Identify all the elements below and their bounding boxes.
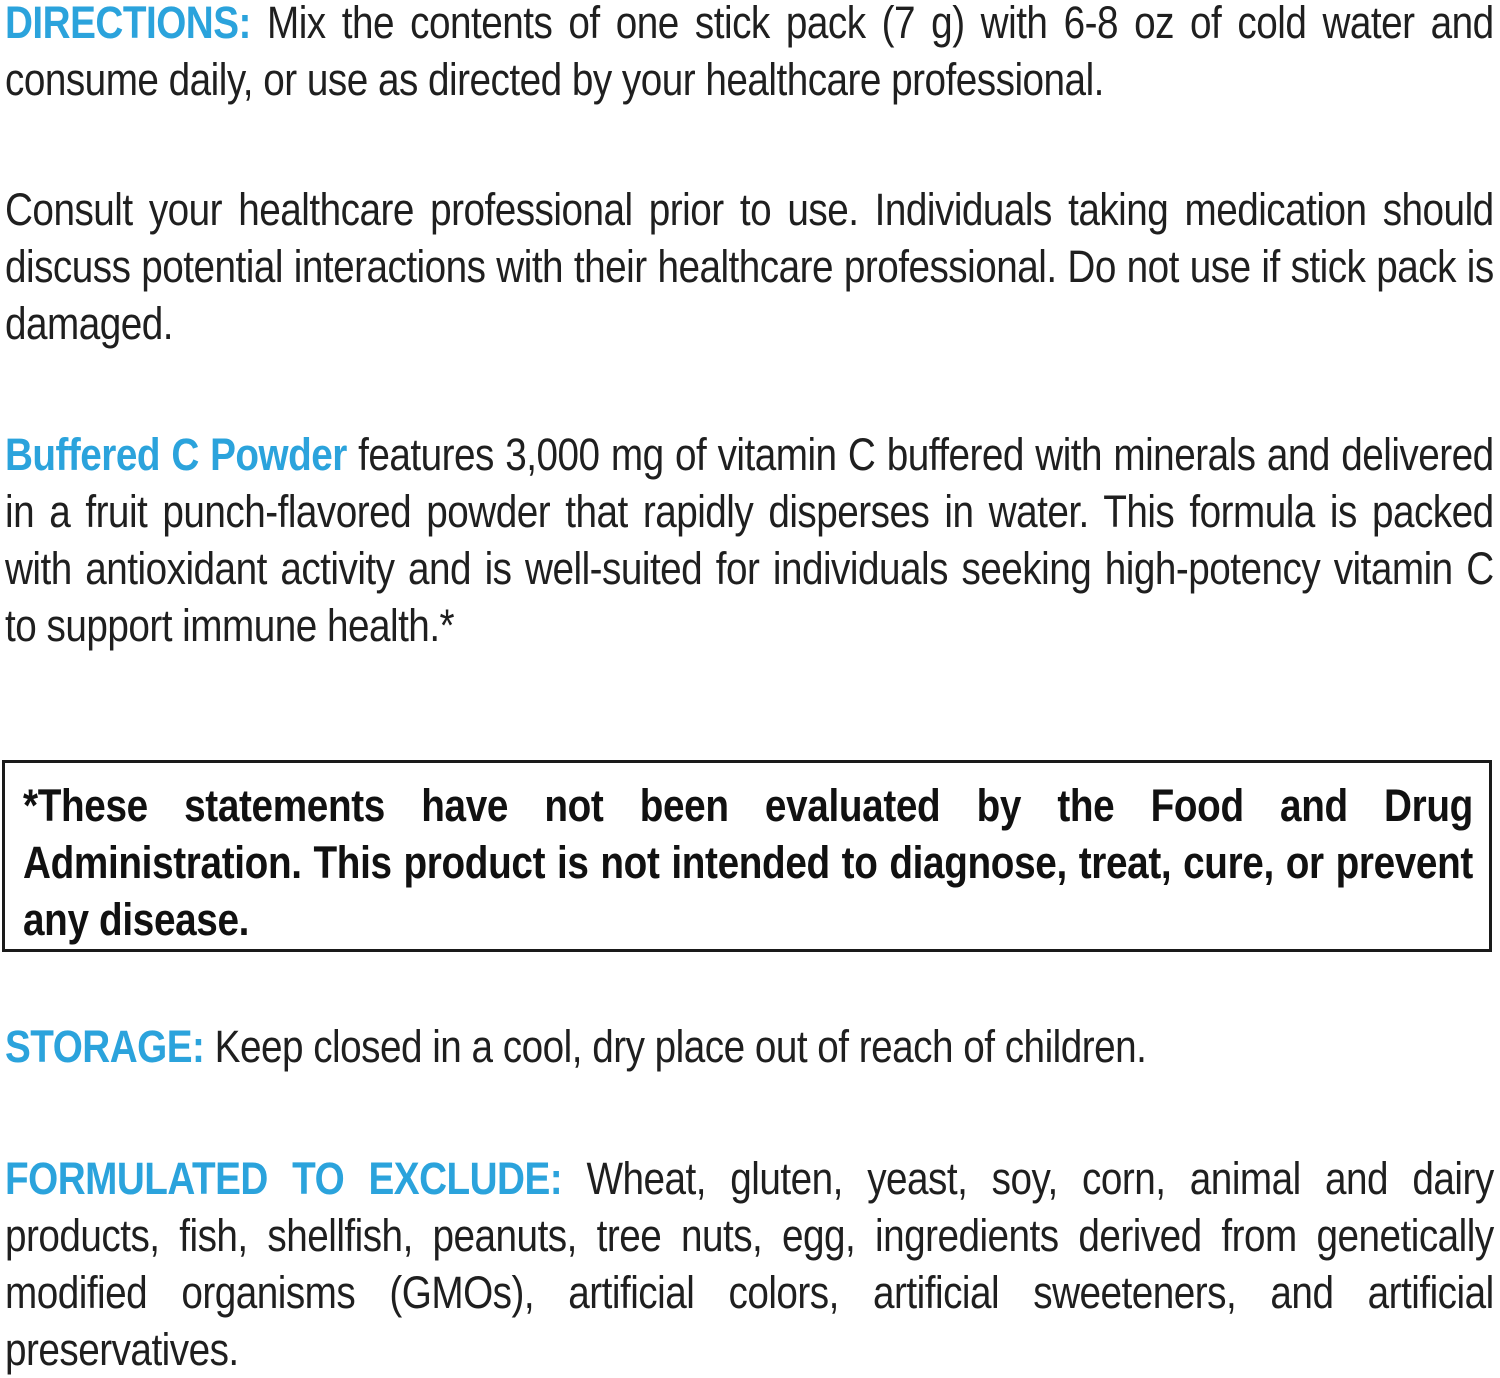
- directions-label: DIRECTIONS:: [5, 0, 251, 48]
- exclude-paragraph: [5, 1150, 1494, 1378]
- storage-paragraph: [5, 1018, 1494, 1075]
- exclude-label: FORMULATED TO EXCLUDE:: [5, 1153, 563, 1204]
- fda-disclaimer-text: *These statements have not been evaluated by the Food and Drug Administration. This product is not intended to diagnose, treat, cure, or prevent any disease.: [23, 780, 1473, 945]
- consult-text: Consult your healthcare professional prior to use. Individuals taking medication should discuss potential interactions with their healthcare professional. Do not use if stick pack is damaged.: [5, 184, 1494, 349]
- description-text: features 3,000 mg of vitamin C buffered with minerals and delivered in a fruit punch-flavored powder that rapidly disperses in water. This formula is packed with antioxidant activity and is well-suited for individuals seeking high-potency vitamin C to support immune health.*: [5, 429, 1494, 651]
- storage-label: STORAGE:: [5, 1021, 205, 1072]
- storage-text: Keep closed in a cool, dry place out of reach of children.: [204, 1021, 1147, 1072]
- fda-disclaimer-box: [2, 760, 1492, 952]
- consult-paragraph: [5, 181, 1494, 352]
- directions-text: Mix the contents of one stick pack (7 g) with 6-8 oz of cold water and consume daily, or use as directed by your healthcare professional.: [5, 0, 1494, 105]
- product-name: Buffered C Powder: [5, 429, 347, 480]
- exclude-text: Wheat, gluten, yeast, soy, corn, animal and dairy products, fish, shellfish, peanuts, tree nuts, egg, ingredients derived from genetically modified organisms (GMOs), artificial colors, artificial sweeteners, and artificial preservatives.: [5, 1153, 1494, 1375]
- directions-paragraph: [5, 0, 1494, 108]
- description-paragraph: [5, 426, 1494, 654]
